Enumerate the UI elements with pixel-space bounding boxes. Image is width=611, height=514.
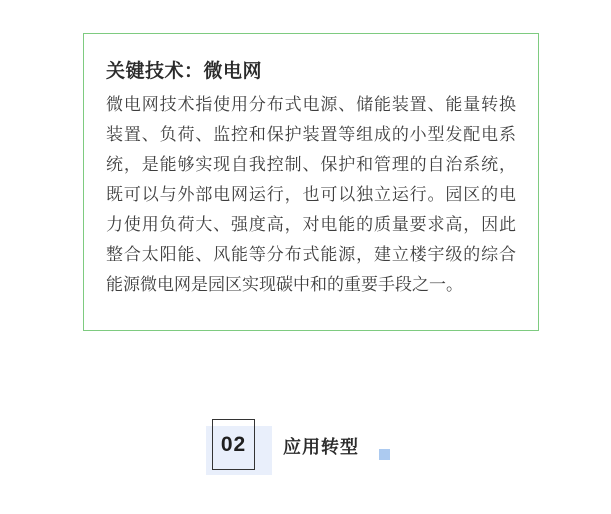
card-body-line: 既可以与外部电网运行，也可以独立运行。园区的电 — [106, 185, 516, 204]
section-accent-square — [379, 449, 390, 460]
key-technology-card — [83, 33, 539, 331]
card-body-line: 整合太阳能、风能等分布式能源，建立楼宇级的综合 — [106, 245, 516, 264]
section-number-box — [212, 419, 255, 470]
card-body-line: 微电网技术指使用分布式电源、储能装置、能量转换 — [106, 95, 516, 114]
section-title: 应用转型 — [283, 437, 359, 457]
card-body-line: 能源微电网是园区实现碳中和的重要手段之一。 — [106, 275, 463, 294]
section-number: 02 — [220, 432, 247, 456]
card-body — [106, 90, 516, 300]
card-title: 关键技术：微电网 — [106, 61, 263, 82]
card-body-line: 力使用负荷大、强度高，对电能的质量要求高，因此 — [106, 215, 516, 234]
card-body-line: 统，是能够实现自我控制、保护和管理的自治系统， — [106, 155, 516, 174]
card-body-line: 装置、负荷、监控和保护装置等组成的小型发配电系 — [106, 125, 516, 144]
